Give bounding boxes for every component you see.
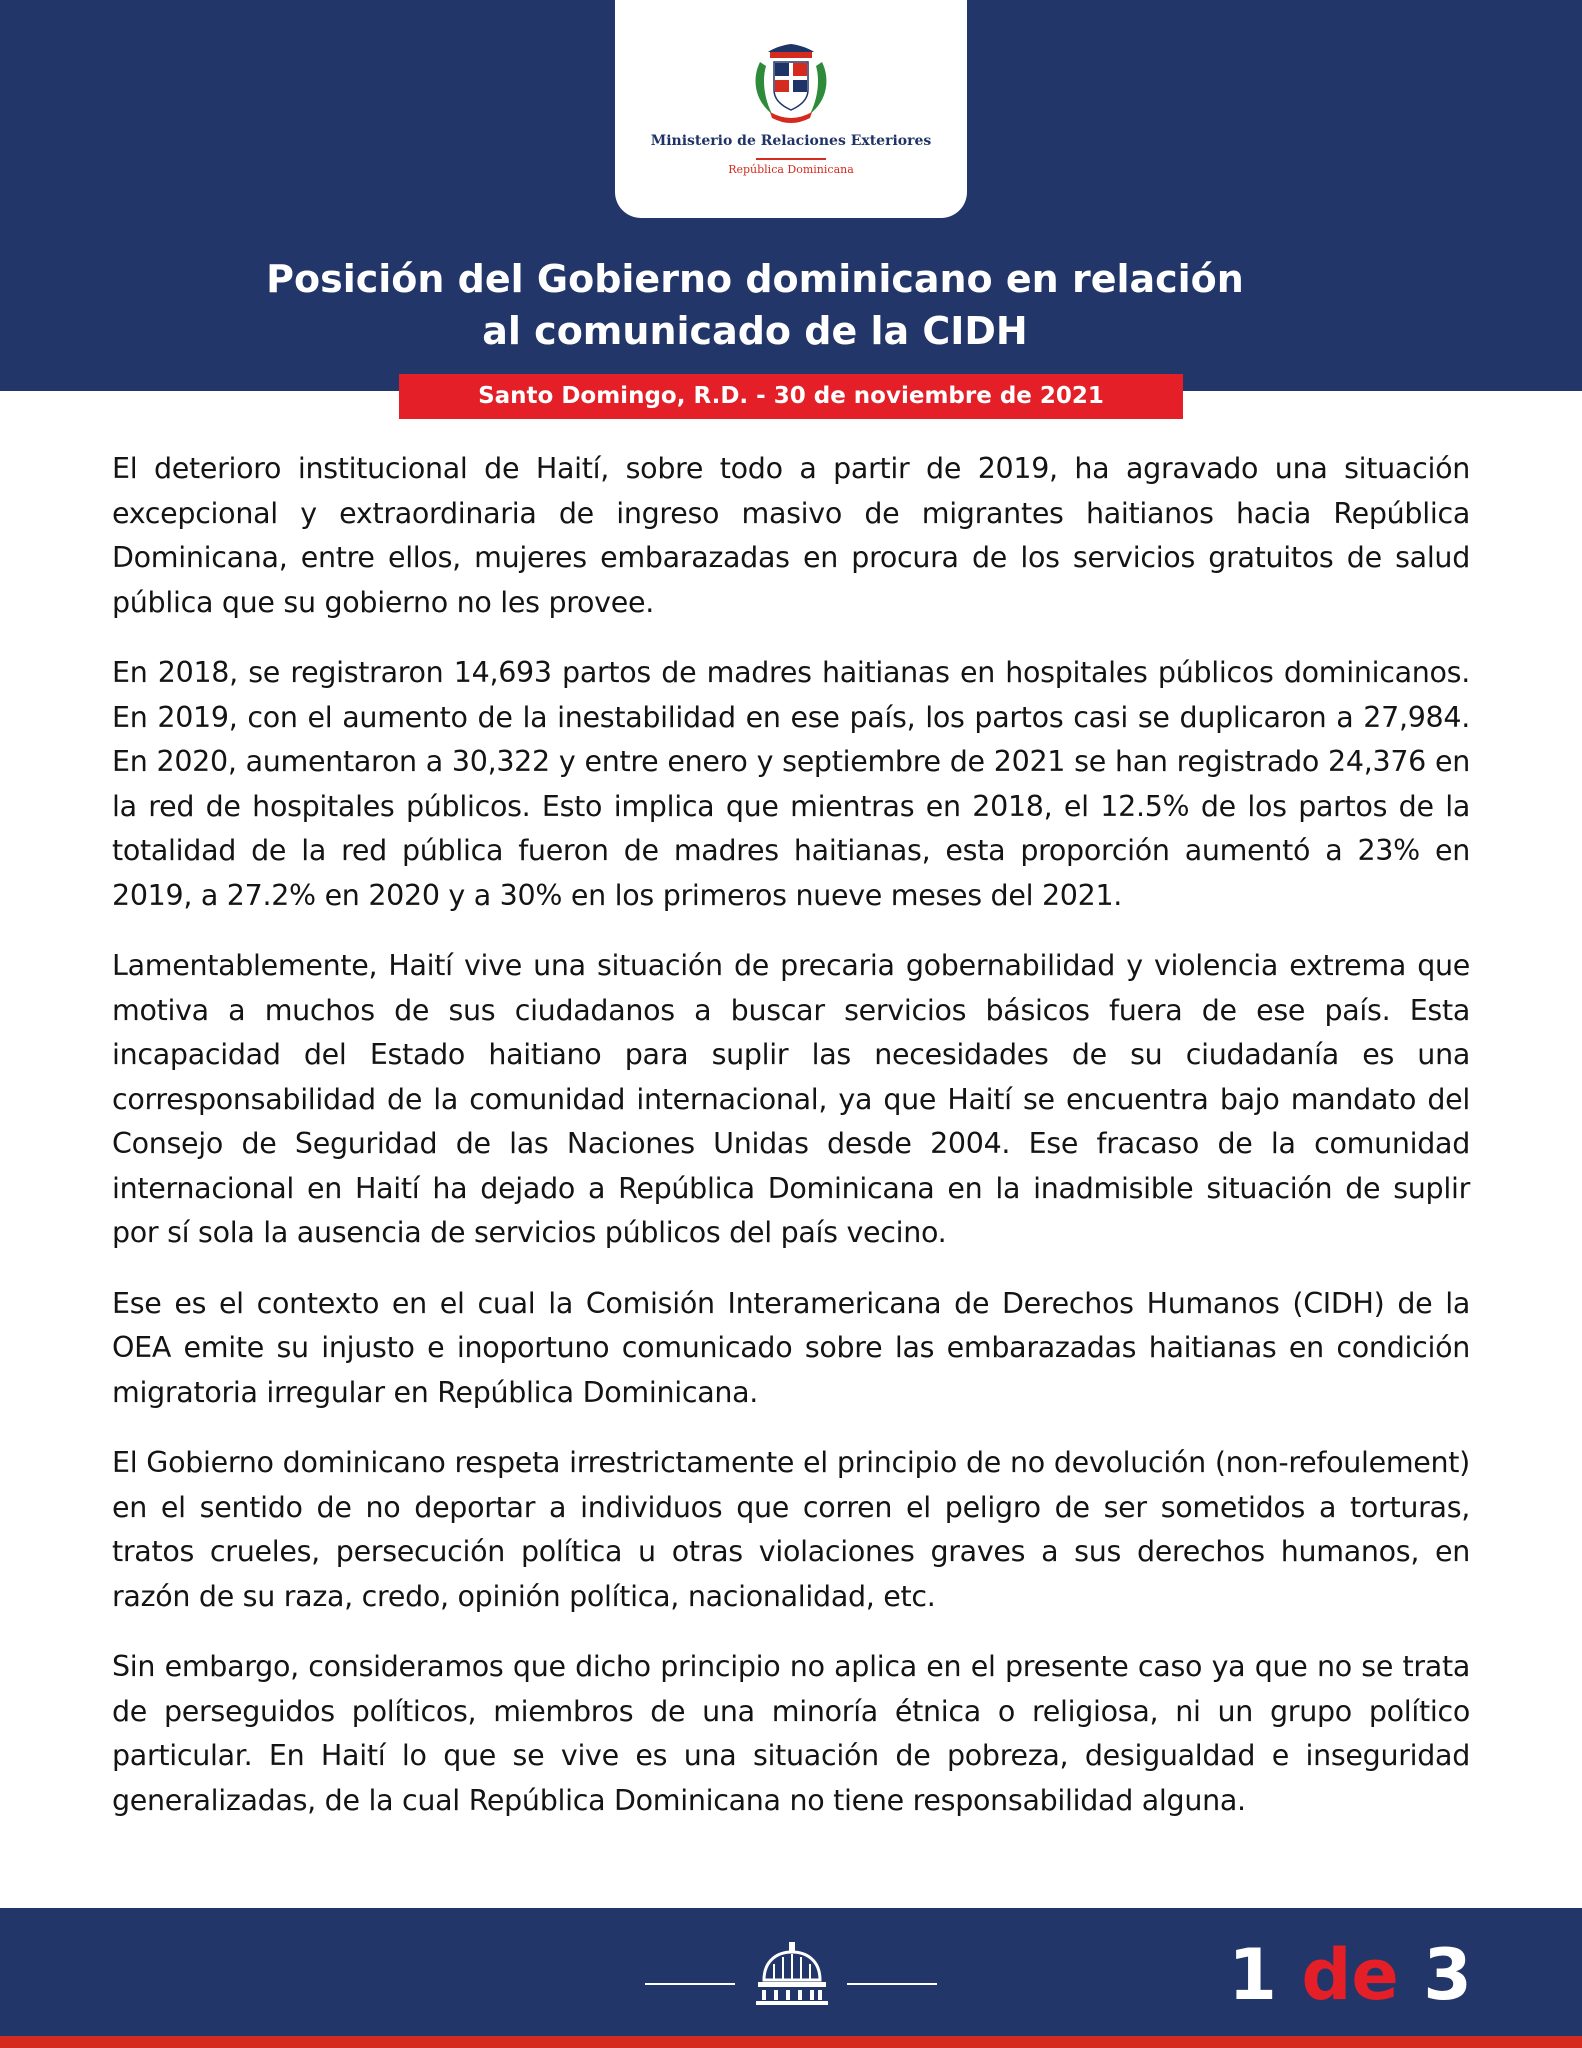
- paragraph: Lamentablemente, Haití vive una situación de precaria gobernabilidad y violencia extrema que motiva a muchos de sus ciudadanos a buscar servicios básicos fuera de ese país. Esta incapacidad del Estado haitiano para suplir las necesidades de su ciudadanía es una corresponsabilidad de la comunidad internacional, ya que Haití se encuentra bajo mandato del Consejo de Seguridad de las Naciones Unidas desde 2004. Ese fracaso de la comunidad internacional en Haití ha dejado a República Dominicana en la inadmisible situación de suplir por sí sola la ausencia de servicios públicos del país vecino.: [112, 949, 1470, 1249]
- country-name: República Dominicana: [728, 163, 854, 176]
- dateline-banner: Santo Domingo, R.D. - 30 de noviembre de 2021: [399, 374, 1183, 419]
- capitol-dome-icon: [752, 1940, 832, 2006]
- ministry-name: Ministerio de Relaciones Exteriores: [650, 133, 932, 149]
- page-total: 3: [1423, 1934, 1472, 2016]
- page-counter: [1228, 1930, 1472, 2020]
- paragraph: El Gobierno dominicano respeta irrestrictamente el principio de no devolución (non-refoulement) en el sentido de no deportar a individuos que corren el peligro de ser sometidos a torturas, tratos crueles, persecución política u otras violaciones graves a sus derechos humanos, en razón de su raza, credo, opinión política, nacionalidad, etc.: [112, 1446, 1470, 1613]
- page-title: [180, 253, 1330, 357]
- statement-body: [112, 447, 1470, 1849]
- footer-red-stripe: [0, 2036, 1582, 2048]
- page-of-label: de: [1301, 1934, 1399, 2016]
- page-title-line-2: al comunicado de la CIDH: [482, 309, 1028, 353]
- logo-divider: [756, 158, 826, 160]
- footer-divider-right: [847, 1983, 937, 1985]
- paragraph: Ese es el contexto en el cual la Comisión Interamericana de Derechos Humanos (CIDH) de la OEA emite su injusto e inoportuno comunicado sobre las embarazadas haitianas en condición migratoria irregular en República Dominicana.: [112, 1286, 1470, 1409]
- paragraph: En 2018, se registraron 14,693 partos de madres haitianas en hospitales públicos dominicanos. En 2019, con el aumento de la inestabilidad en ese país, los partos casi se duplicaron a 27,984. En 2020, aumentaron a 30,322 y entre enero y septiembre de 2021 se han registrado 24,376 en la red de hospitales públicos. Esto implica que mientras en 2018, el 12.5% de los partos de la totalidad de la red pública fueron de madres haitianas, esta proporción aumentó a 23% en 2019, a 27.2% en 2020 y a 30% en los primeros nueve meses del 2021.: [112, 656, 1470, 912]
- paragraph: Sin embargo, consideramos que dicho principio no aplica en el presente caso ya que no se trata de perseguidos políticos, miembros de una minoría étnica o religiosa, ni un grupo político particular. En Haití lo que se vive es una situación de pobreza, desigualdad e inseguridad generalizadas, de la cual República Dominicana no tiene responsabilidad alguna.: [112, 1650, 1470, 1817]
- page-title-line-1: Posición del Gobierno dominicano en relación: [266, 257, 1244, 301]
- footer-divider-left: [645, 1983, 735, 1985]
- coat-of-arms-icon: [746, 38, 836, 128]
- page-current: 1: [1228, 1934, 1277, 2016]
- ministry-logo: [615, 0, 967, 218]
- paragraph: El deterioro institucional de Haití, sobre todo a partir de 2019, ha agravado una situación excepcional y extraordinaria de ingreso masivo de migrantes haitianos hacia República Dominicana, entre ellos, mujeres embarazadas en procura de los servicios gratuitos de salud pública que su gobierno no les provee.: [112, 452, 1470, 619]
